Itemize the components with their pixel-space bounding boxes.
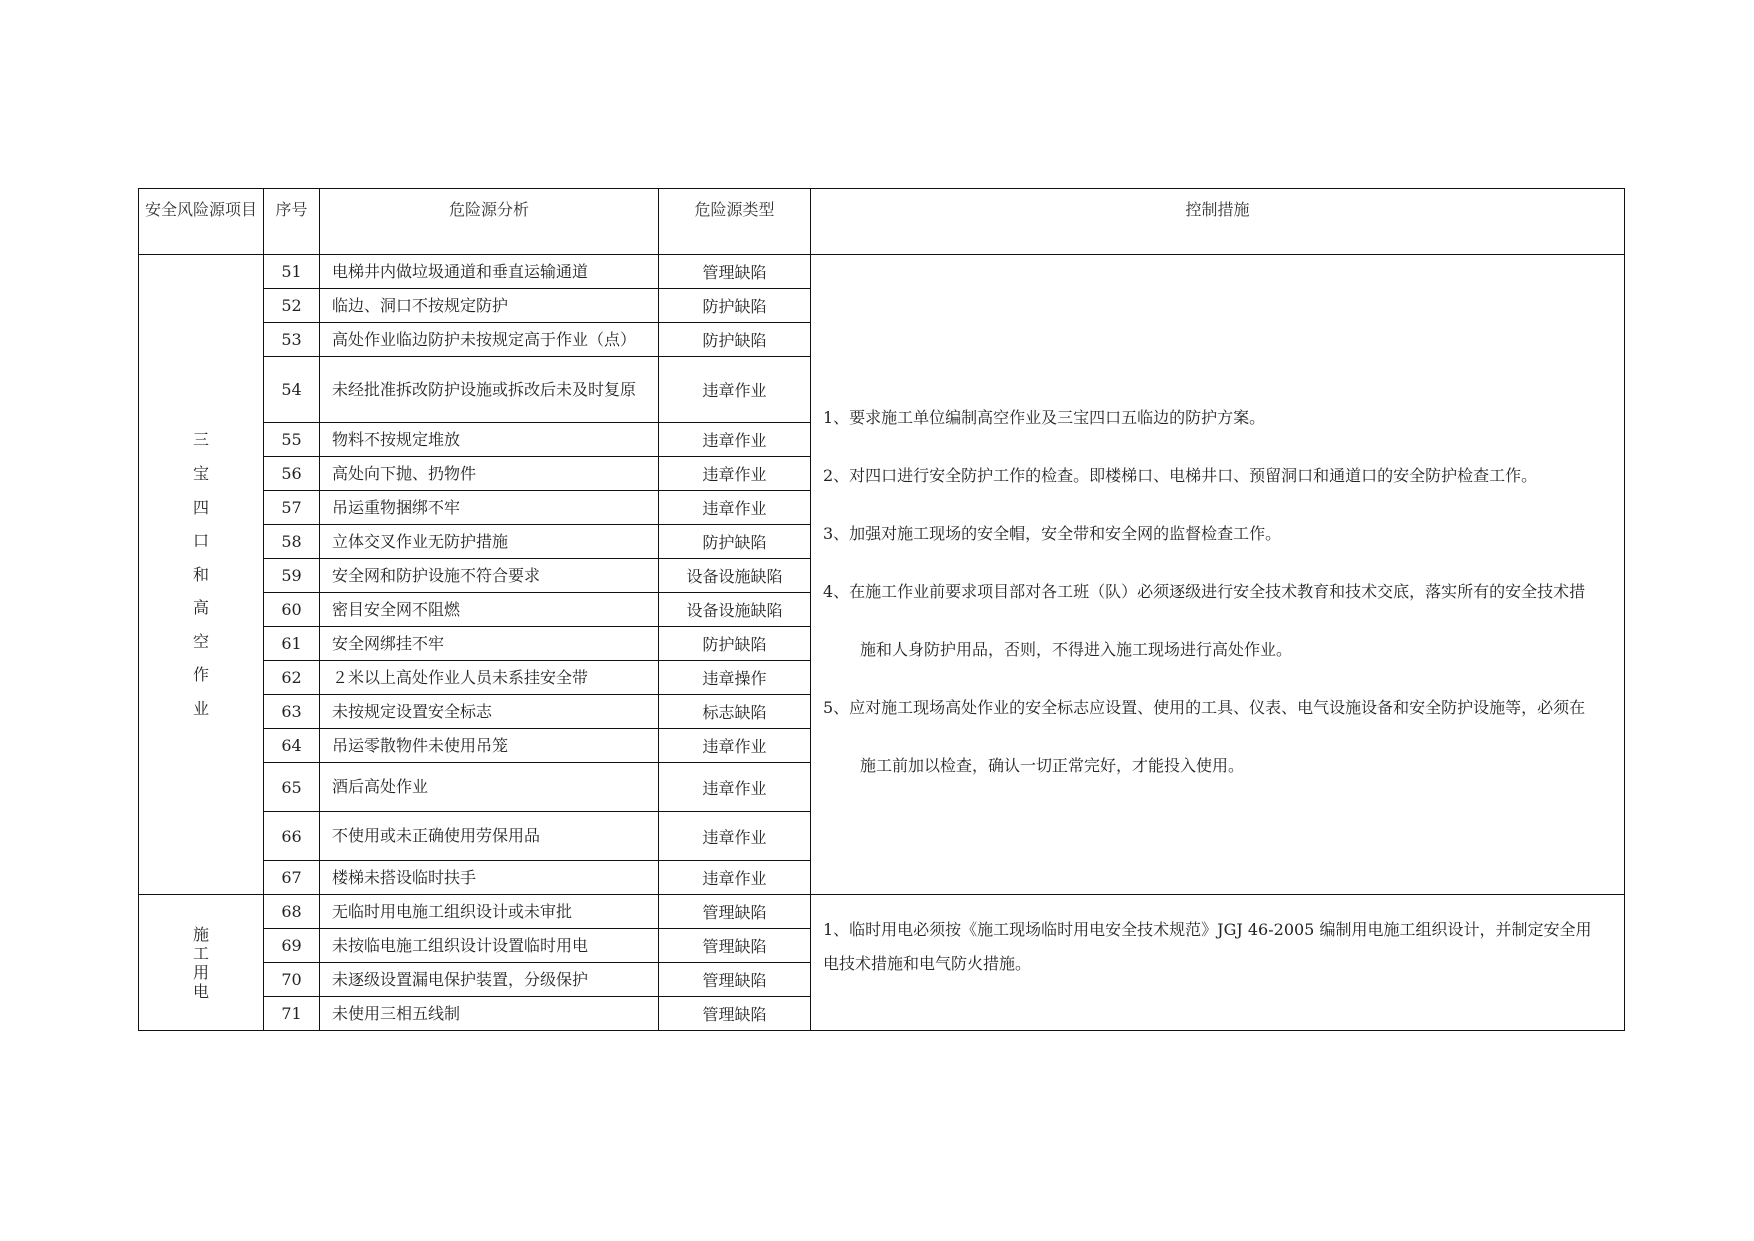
row-analysis: 安全网和防护设施不符合要求 (320, 559, 659, 593)
row-number: 56 (264, 457, 320, 491)
category-cell-high-work (139, 255, 264, 895)
measure-item: 1、要求施工单位编制高空作业及三宝四口五临边的防护方案。 (823, 408, 1266, 427)
table-row (139, 895, 1625, 929)
row-analysis: 电梯井内做垃圾通道和垂直运输通道 (320, 255, 659, 289)
row-analysis: 未逐级设置漏电保护装置，分级保护 (320, 963, 659, 997)
row-type: 违章作业 (659, 457, 811, 491)
row-number: 65 (264, 763, 320, 812)
row-type: 违章作业 (659, 491, 811, 525)
measure-item-continued: 施工前加以检查，确认一切正常完好，才能投入使用。 (860, 756, 1245, 775)
header-analysis: 危险源分析 (320, 189, 659, 255)
row-type: 管理缺陷 (659, 895, 811, 929)
category-label-electricity: 施 工 用 电 (192, 924, 209, 1001)
header-number: 序号 (264, 189, 320, 255)
row-analysis: 物料不按规定堆放 (320, 423, 659, 457)
row-number: 55 (264, 423, 320, 457)
row-analysis: 安全网绑挂不牢 (320, 627, 659, 661)
row-number: 69 (264, 929, 320, 963)
category-cell-electricity (139, 895, 264, 1031)
measure-item: 5、应对施工现场高处作业的安全标志应设置、使用的工具、仪表、电气设施设备和安全防护设施等，必须在 (823, 698, 1586, 717)
row-analysis: 临边、洞口不按规定防护 (320, 289, 659, 323)
row-number: 59 (264, 559, 320, 593)
row-analysis: 吊运零散物件未使用吊笼 (320, 729, 659, 763)
row-number: 64 (264, 729, 320, 763)
header-category: 安全风险源项目 (139, 189, 264, 255)
row-type: 设备设施缺陷 (659, 559, 811, 593)
row-type: 违章作业 (659, 729, 811, 763)
row-analysis: 楼梯未搭设临时扶手 (320, 861, 659, 895)
row-analysis: ２米以上高处作业人员未系挂安全带 (320, 661, 659, 695)
row-number: 63 (264, 695, 320, 729)
row-number: 71 (264, 997, 320, 1031)
row-type: 防护缺陷 (659, 289, 811, 323)
measure-item: 3、加强对施工现场的安全帽，安全带和安全网的监督检查工作。 (823, 524, 1282, 543)
hazard-table (138, 188, 1625, 1031)
row-number: 60 (264, 593, 320, 627)
row-analysis: 未使用三相五线制 (320, 997, 659, 1031)
header-row (139, 189, 1625, 255)
row-type: 防护缺陷 (659, 627, 811, 661)
measure-item-continued: 电技术措施和电气防火措施。 (823, 954, 1032, 973)
row-number: 62 (264, 661, 320, 695)
row-number: 54 (264, 357, 320, 423)
row-type: 管理缺陷 (659, 997, 811, 1031)
table-row (139, 255, 1625, 289)
row-type: 违章作业 (659, 812, 811, 861)
measure-item-continued: 施和人身防护用品，否则，不得进入施工现场进行高处作业。 (860, 640, 1293, 659)
row-type: 防护缺陷 (659, 323, 811, 357)
row-type: 设备设施缺陷 (659, 593, 811, 627)
row-analysis: 未经批准拆改防护设施或拆改后未及时复原 (320, 357, 659, 423)
row-type: 违章操作 (659, 661, 811, 695)
row-type: 管理缺陷 (659, 255, 811, 289)
row-analysis: 酒后高处作业 (320, 763, 659, 812)
row-type: 管理缺陷 (659, 929, 811, 963)
row-analysis: 立体交叉作业无防护措施 (320, 525, 659, 559)
measures-cell-high-work (811, 255, 1625, 895)
row-analysis: 高处向下抛、扔物件 (320, 457, 659, 491)
row-analysis: 吊运重物捆绑不牢 (320, 491, 659, 525)
row-number: 57 (264, 491, 320, 525)
row-analysis: 未按临电施工组织设计设置临时用电 (320, 929, 659, 963)
row-analysis: 不使用或未正确使用劳保用品 (320, 812, 659, 861)
row-type: 管理缺陷 (659, 963, 811, 997)
row-analysis: 高处作业临边防护未按规定高于作业（点） (320, 323, 659, 357)
row-type: 违章作业 (659, 861, 811, 895)
row-type: 标志缺陷 (659, 695, 811, 729)
row-analysis: 未按规定设置安全标志 (320, 695, 659, 729)
row-analysis: 无临时用电施工组织设计或未审批 (320, 895, 659, 929)
row-number: 67 (264, 861, 320, 895)
measures-cell-electricity (811, 895, 1625, 1031)
row-type: 违章作业 (659, 423, 811, 457)
row-number: 52 (264, 289, 320, 323)
row-number: 58 (264, 525, 320, 559)
row-type: 防护缺陷 (659, 525, 811, 559)
header-measures: 控制措施 (811, 189, 1625, 255)
measure-item: 1、临时用电必须按《施工现场临时用电安全技术规范》JGJ 46-2005 编制用电施工组织设计，并制定安全用 (823, 920, 1592, 939)
row-number: 53 (264, 323, 320, 357)
row-analysis: 密目安全网不阻燃 (320, 593, 659, 627)
measure-item: 2、对四口进行安全防护工作的检查。即楼梯口、电梯井口、预留洞口和通道口的安全防护检查工作。 (823, 466, 1538, 485)
row-number: 70 (264, 963, 320, 997)
row-number: 61 (264, 627, 320, 661)
header-type: 危险源类型 (659, 189, 811, 255)
row-type: 违章作业 (659, 763, 811, 812)
row-number: 66 (264, 812, 320, 861)
row-type: 违章作业 (659, 357, 811, 423)
row-number: 51 (264, 255, 320, 289)
row-number: 68 (264, 895, 320, 929)
category-label-high-work: 三 宝 四 口 和 高 空 作 业 (192, 430, 209, 719)
measure-item: 4、在施工作业前要求项目部对各工班（队）必须逐级进行安全技术教育和技术交底，落实所有的安全技术措 (823, 582, 1586, 601)
